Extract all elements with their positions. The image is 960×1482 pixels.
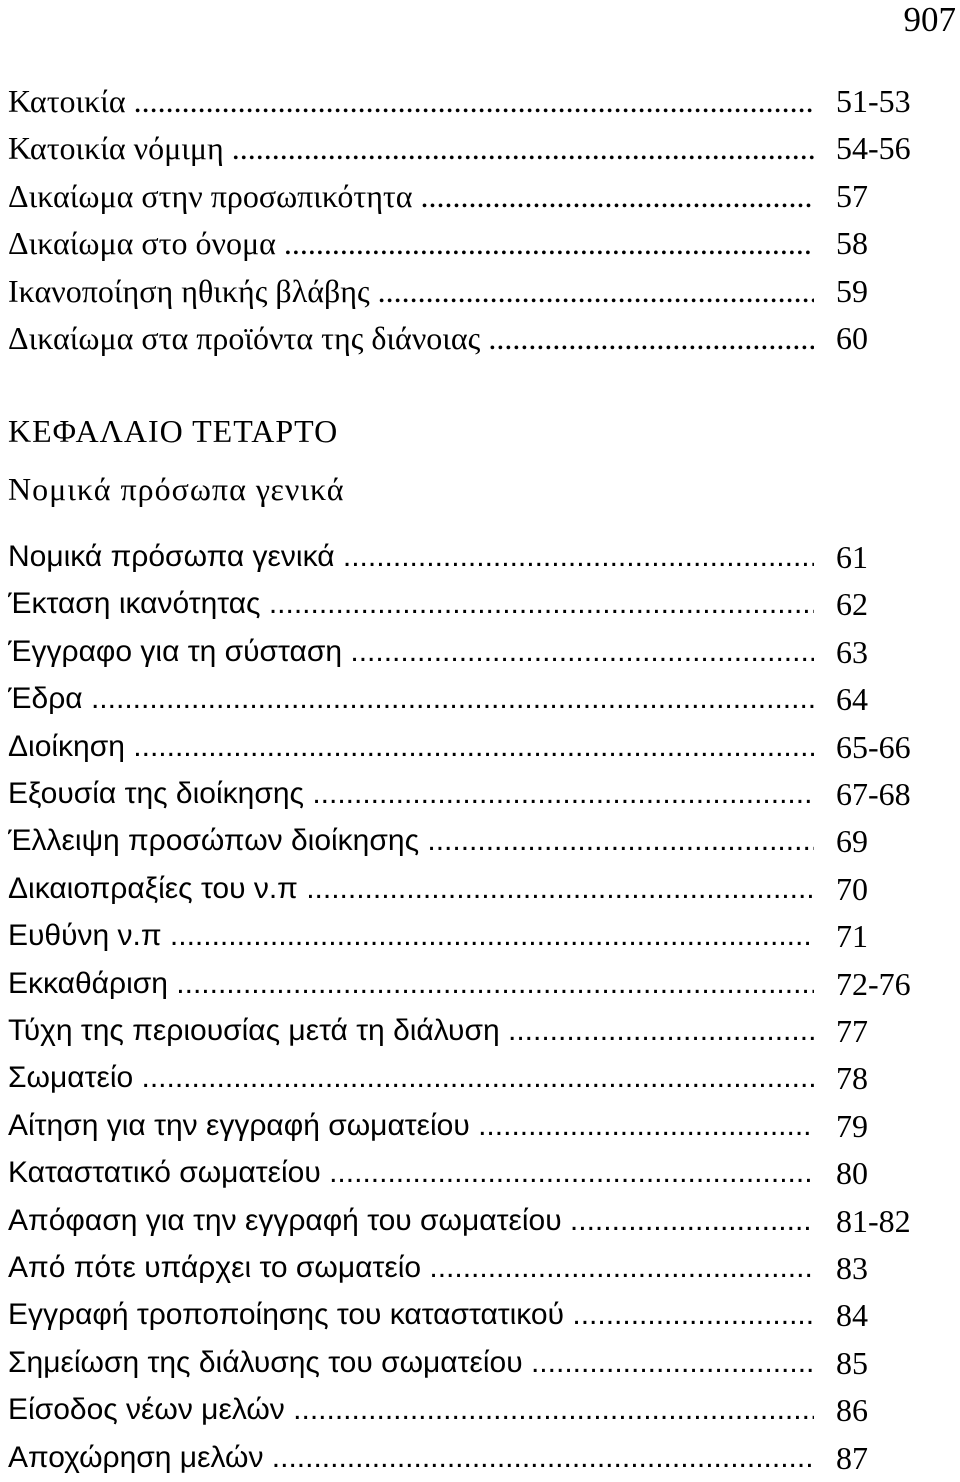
toc-entry — [8, 912, 960, 960]
toc-entry-pages: 70 — [836, 870, 868, 907]
toc-entry-pages: 60 — [836, 320, 868, 356]
toc-entry-pages: 57 — [836, 177, 868, 214]
toc-entry-title: Διοίκηση ..... — [8, 723, 814, 771]
toc-entry-title: Έλλειψη προσώπων διοίκησης ..... — [8, 817, 814, 865]
toc-entry — [8, 267, 960, 315]
toc-entry-title: Απόφαση για την εγγραφή του σωματείου ..... — [8, 1197, 814, 1245]
toc-entry-title: Εγγραφή τροποποίησης του καταστατικού ..... — [8, 1291, 814, 1339]
toc-entry-pages: 59 — [836, 272, 868, 309]
toc-entry-title-wrap — [8, 817, 814, 865]
toc-entry — [8, 172, 960, 220]
toc-entry-pages: 79 — [836, 1107, 868, 1144]
toc-entry-pages: 84 — [836, 1297, 868, 1334]
toc-entry — [8, 1434, 960, 1482]
toc-entry-title-wrap — [8, 1102, 814, 1150]
toc-entry-pages: 72-76 — [836, 965, 911, 1002]
toc-entry-title-wrap — [8, 219, 814, 267]
toc-entry — [8, 1102, 960, 1150]
toc-entry-title-wrap — [8, 1386, 814, 1434]
toc-entry-pages: 83 — [836, 1250, 868, 1286]
toc-entry — [8, 219, 960, 267]
toc-entry — [8, 77, 960, 125]
toc-entry — [8, 723, 960, 771]
chapter-heading: ΚΕΦΑΛΑΙΟ ΤΕΤΑΡΤΟ — [8, 413, 339, 449]
toc-entry-pages: 67-68 — [836, 776, 911, 812]
toc-entry — [8, 865, 960, 913]
toc-entry-title: Τύχη της περιουσίας μετά τη διάλυση ..... — [8, 1007, 814, 1055]
chapter-subtitle: Νομικά πρόσωπα γενικά — [8, 471, 345, 507]
toc-entry-title: Ικανοποίηση ηθικής βλάβης ..... — [8, 267, 814, 315]
toc-entry — [8, 770, 960, 818]
toc-entry-pages: 87 — [836, 1439, 868, 1476]
toc-entry-title: Ευθύνη ν.π ..... — [8, 912, 814, 960]
toc-entry-title: Κατοικία ..... — [8, 77, 814, 125]
toc-entry — [8, 1197, 960, 1245]
toc-entry-title: Σωματείο ..... — [8, 1054, 814, 1102]
toc-entry-title-wrap — [8, 1007, 814, 1055]
toc-entry-title-wrap — [8, 723, 814, 771]
toc-entry-pages: 65-66 — [836, 728, 911, 765]
toc-entry-title: Έγγραφο για τη σύσταση ..... — [8, 628, 814, 676]
toc-entry — [8, 580, 960, 628]
toc-entry-title: Νομικά πρόσωπα γενικά ..... — [8, 533, 814, 581]
toc-entry-title: Δικαίωμα στα προϊόντα της διάνοιας ..... — [8, 314, 814, 362]
toc-entry-title: Δικαίωμα στο όνομα ..... — [8, 219, 814, 267]
toc-entry-pages: 78 — [836, 1060, 868, 1097]
toc-entry — [8, 675, 960, 723]
toc-entry-pages: 86 — [836, 1392, 868, 1429]
toc-entry-pages: 69 — [836, 823, 868, 860]
toc-entry-pages: 63 — [836, 633, 868, 670]
toc-entry — [8, 1244, 960, 1292]
toc-entry-title: Αποχώρηση μελών ..... — [8, 1434, 814, 1482]
toc-entry-title-wrap — [8, 1054, 814, 1102]
page-number: 907 — [903, 0, 956, 39]
toc-entry-title-wrap — [8, 960, 814, 1008]
toc-entry-title-wrap — [8, 267, 814, 315]
toc-entry-title-wrap — [8, 912, 814, 960]
toc-entry-title-wrap — [8, 314, 814, 362]
toc-entry-title-wrap — [8, 770, 814, 818]
toc-entry-pages: 58 — [836, 225, 868, 262]
toc-entry-title-wrap — [8, 628, 814, 676]
toc-entry — [8, 314, 960, 362]
toc-entry-pages: 80 — [836, 1155, 868, 1192]
toc-entry — [8, 1054, 960, 1102]
toc-entry — [8, 533, 960, 581]
toc-entry — [8, 960, 960, 1008]
toc-entry-title: Κατοικία νόμιμη ..... — [8, 124, 814, 172]
toc-entry-title-wrap — [8, 1197, 814, 1245]
toc-entry-title-wrap — [8, 172, 814, 220]
toc-entry-title-wrap — [8, 124, 814, 172]
toc-entry — [8, 124, 960, 172]
toc-entry-pages: 71 — [836, 918, 868, 955]
toc-entry-title: Δικαιοπραξίες του ν.π ..... — [8, 865, 814, 913]
toc-entry-title-wrap — [8, 675, 814, 723]
toc-entry-pages: 61 — [836, 539, 868, 575]
toc-entry-title: Εκκαθάριση ..... — [8, 960, 814, 1008]
toc-entry — [8, 1291, 960, 1339]
toc-entry — [8, 1339, 960, 1387]
toc-entry-title: Δικαίωμα στην προσωπικότητα ..... — [8, 172, 814, 220]
toc-entry-title: Σημείωση της διάλυσης του σωματείου ..... — [8, 1339, 814, 1387]
toc-entry-title-wrap — [8, 1291, 814, 1339]
toc-entry-title: Έκταση ικανότητας ..... — [8, 580, 814, 628]
toc-entry-title-wrap — [8, 1434, 814, 1482]
toc-entry — [8, 817, 960, 865]
toc-entry-title-wrap — [8, 580, 814, 628]
toc-entry — [8, 1386, 960, 1434]
toc-entry — [8, 628, 960, 676]
toc-entry-title-wrap — [8, 865, 814, 913]
toc-entry-title: Αίτηση για την εγγραφή σωματείου ..... — [8, 1102, 814, 1150]
toc-entry-pages: 54-56 — [836, 130, 911, 167]
toc-entry-title: Καταστατικό σωματείου ..... — [8, 1149, 814, 1197]
toc-entry — [8, 1007, 960, 1055]
toc-entry-title-wrap — [8, 1244, 814, 1292]
toc-entry-title-wrap — [8, 1339, 814, 1387]
toc-entry-title-wrap — [8, 77, 814, 125]
toc-entry-title: Από πότε υπάρχει το σωματείο ..... — [8, 1244, 814, 1292]
toc-entry-title-wrap — [8, 1149, 814, 1197]
toc-entry-title-wrap — [8, 533, 814, 581]
toc-entry-title: Έδρα ..... — [8, 675, 814, 723]
toc-entry-pages: 81-82 — [836, 1202, 911, 1239]
toc-entry-pages: 77 — [836, 1013, 868, 1049]
toc-entry-pages: 51-53 — [836, 83, 911, 119]
toc-entry-title: Εξουσία της διοίκησης ..... — [8, 770, 814, 818]
toc-entry-pages: 62 — [836, 586, 868, 623]
toc-entry-pages: 64 — [836, 681, 868, 718]
toc-entry-title: Είσοδος νέων μελών ..... — [8, 1386, 814, 1434]
toc-entry-pages: 85 — [836, 1344, 868, 1381]
toc-entry — [8, 1149, 960, 1197]
